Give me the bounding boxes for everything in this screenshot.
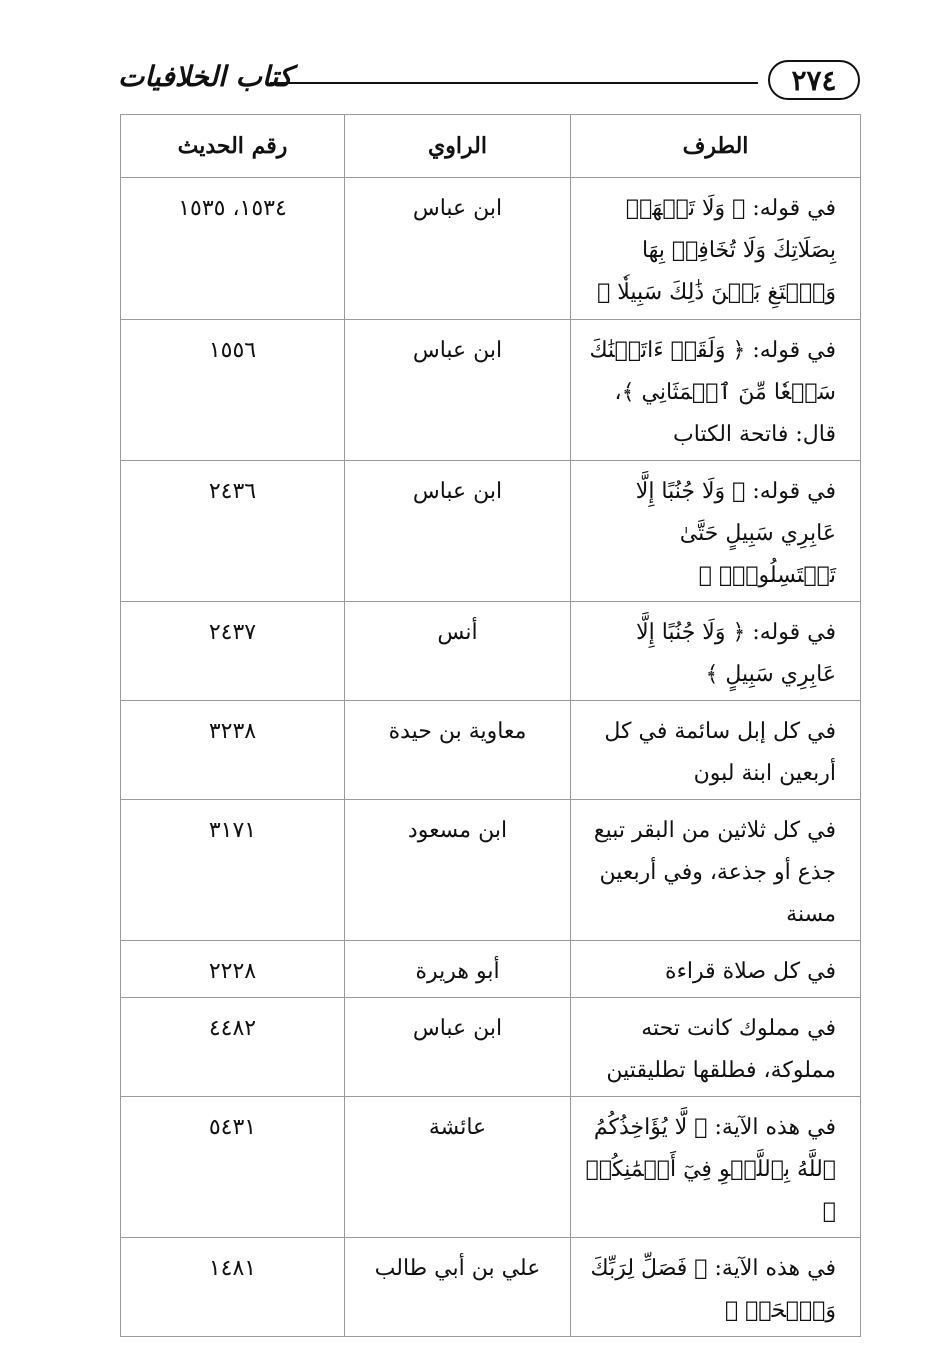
cell-number: ١٥٣٤، ١٥٣٥ xyxy=(121,178,345,320)
cell-taraf: في قوله: ﴿ وَلَا جُنُبًا إِلَّا عَابِرِي سَبِيلٍ ﴾ xyxy=(571,602,861,701)
cell-number: ٤٤٨٢ xyxy=(121,998,345,1097)
cell-taraf: في هذه الآية: ﴿ لَّا يُؤَاخِذُكُمُ ٱللَّهُ بِٱللَّغۡوِ فِيٓ أَيۡمَٰنِكُمۡ ﴾ xyxy=(571,1097,861,1238)
table-row xyxy=(121,998,861,1097)
cell-taraf: في مملوك كانت تحته مملوكة، فطلقها تطليقتين xyxy=(571,998,861,1097)
table-row xyxy=(121,941,861,998)
cell-number: ١٤٨١ xyxy=(121,1238,345,1337)
cell-rawi: علي بن أبي طالب xyxy=(345,1238,571,1337)
hadith-index-table-container xyxy=(120,114,860,1337)
cell-taraf: في هذه الآية: ﴿ فَصَلِّ لِرَبِّكَ وَٱنۡحَرۡ ﴾ xyxy=(571,1238,861,1337)
cell-taraf: في قوله: ﴿ وَلَا جُنُبًا إِلَّا عَابِرِي سَبِيلٍ حَتَّىٰ تَغۡتَسِلُواْۚ ﴾ xyxy=(571,461,861,602)
cell-number: ٢٢٢٨ xyxy=(121,941,345,998)
cell-rawi: معاوية بن حيدة xyxy=(345,701,571,800)
cell-number: ٣١٧١ xyxy=(121,800,345,941)
table-header-row xyxy=(121,115,861,178)
table-row xyxy=(121,320,861,461)
cell-number: ٣٢٣٨ xyxy=(121,701,345,800)
cell-rawi: ابن عباس xyxy=(345,998,571,1097)
cell-taraf: في كل إبل سائمة في كل أربعين ابنة لبون xyxy=(571,701,861,800)
table-row xyxy=(121,178,861,320)
cell-number: ٥٤٣١ xyxy=(121,1097,345,1238)
table-row xyxy=(121,602,861,701)
column-header-rawi: الراوي xyxy=(345,115,571,178)
cell-number: ٢٤٣٦ xyxy=(121,461,345,602)
table-row xyxy=(121,461,861,602)
cell-rawi: ابن عباس xyxy=(345,320,571,461)
cell-number: ١٥٥٦ xyxy=(121,320,345,461)
page-header xyxy=(118,52,860,102)
table-row xyxy=(121,1097,861,1238)
page-number-badge: ٢٧٤ xyxy=(768,60,860,100)
header-rule xyxy=(270,82,758,84)
cell-rawi: عائشة xyxy=(345,1097,571,1238)
cell-rawi: ابن عباس xyxy=(345,178,571,320)
table-row xyxy=(121,1238,861,1337)
cell-taraf: في كل صلاة قراءة xyxy=(571,941,861,998)
cell-rawi: ابن عباس xyxy=(345,461,571,602)
column-header-taraf: الطرف xyxy=(571,115,861,178)
table-row xyxy=(121,701,861,800)
table-row xyxy=(121,800,861,941)
cell-rawi: أنس xyxy=(345,602,571,701)
hadith-index-table xyxy=(120,114,861,1337)
cell-taraf: في قوله: ﴿ وَلَا تَجۡهَرۡ بِصَلَاتِكَ وَلَا تُخَافِتۡ بِهَا وَٱبۡتَغِ بَيۡنَ ذَٰلِكَ سَبِيلٗا ﴾ xyxy=(571,178,861,320)
book-title: كتاب الخلافيات xyxy=(118,60,293,93)
cell-rawi: ابن مسعود xyxy=(345,800,571,941)
column-header-number: رقم الحديث xyxy=(121,115,345,178)
cell-taraf: في قوله: ﴿ وَلَقَدۡ ءَاتَيۡنَٰكَ سَبۡعٗا مِّنَ ٱلۡمَثَانِي ﴾، قال: فاتحة الكتاب xyxy=(571,320,861,461)
cell-number: ٢٤٣٧ xyxy=(121,602,345,701)
cell-rawi: أبو هريرة xyxy=(345,941,571,998)
cell-taraf: في كل ثلاثين من البقر تبيع جذع أو جذعة، وفي أربعين مسنة xyxy=(571,800,861,941)
